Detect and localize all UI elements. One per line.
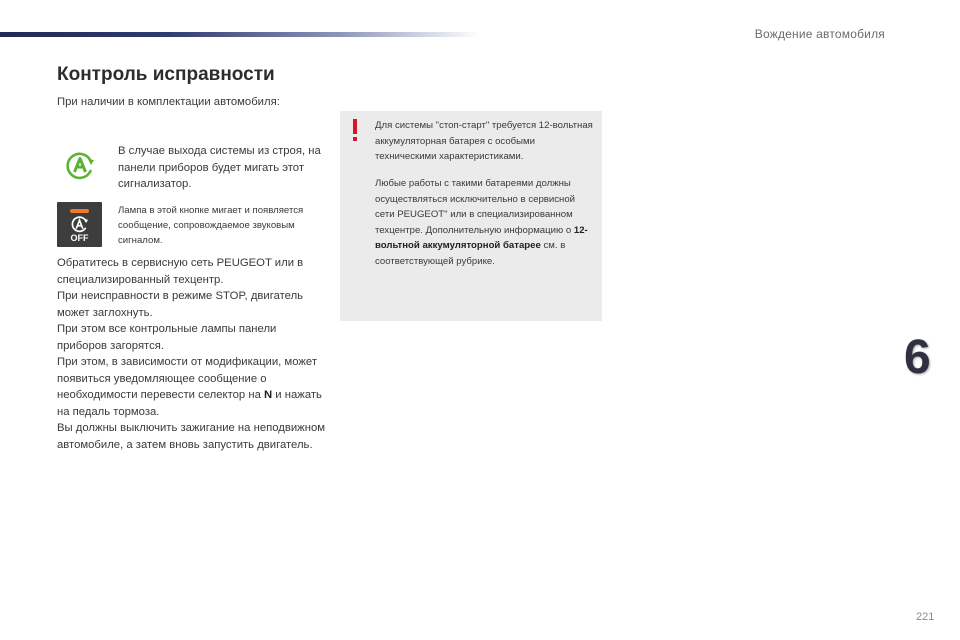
intro-text: При наличии в комплектации автомобиля: — [57, 96, 280, 108]
auto-mini-icon — [70, 216, 89, 233]
paragraph: При неисправности в режиме STOP, двигатель может заглохнуть. — [57, 290, 304, 319]
auto-stop-start-icon — [64, 150, 96, 182]
selector-n: N — [263, 389, 273, 401]
battery-reference: 12-вольтной аккумуляторной батарее — [375, 224, 588, 251]
header-gradient-bar — [0, 32, 480, 37]
page-title: Контроль исправности — [57, 64, 275, 85]
chapter-number: 6 — [904, 331, 931, 384]
main-text — [57, 255, 329, 453]
paragraph: При этом все контрольные лампы панели приборов загорятся. — [57, 323, 277, 352]
button-description: Лампа в этой кнопке мигает и появляется сообщение, сопровождаемое звуковым сигналом. — [118, 205, 304, 246]
paragraph: Вы должны выключить зажигание на неподвижном автомобиле, а затем вновь запустить двигатель. — [57, 422, 326, 451]
warning-text-battery: Для системы "стоп-старт" требуется 12-вольтная аккумуляторная батарея с особыми техническими характеристиками. — [375, 120, 593, 162]
paragraph: Обратитесь в сервисную сеть PEUGEOT или в специализированный техцентр. — [57, 257, 304, 286]
exclamation-icon — [352, 119, 358, 141]
paragraph: При этом, в зависимости от модификации, может появиться уведомляющее сообщение о необходимости перевести селектор на N и нажать на педаль тормоза. — [57, 356, 322, 418]
chapter-title: Вождение автомобиля — [754, 27, 885, 41]
orange-lamp — [70, 209, 89, 213]
warning-box — [340, 111, 602, 321]
off-label: OFF — [70, 233, 89, 243]
stop-start-off-button-icon — [57, 202, 102, 247]
warning-text-service: Любые работы с такими батареями должны осуществляться исключительно в сервисной сети PEUGEOT" или в специализированном техцентре. Дополнительную информацию о 12-вольтной аккумуляторной батарее см. в соответствующей рубрике. — [375, 178, 588, 267]
page-number: 221 — [916, 611, 935, 623]
indicator-description: В случае выхода системы из строя, на панели приборов будет мигать этот сигнализатор. — [118, 145, 321, 190]
